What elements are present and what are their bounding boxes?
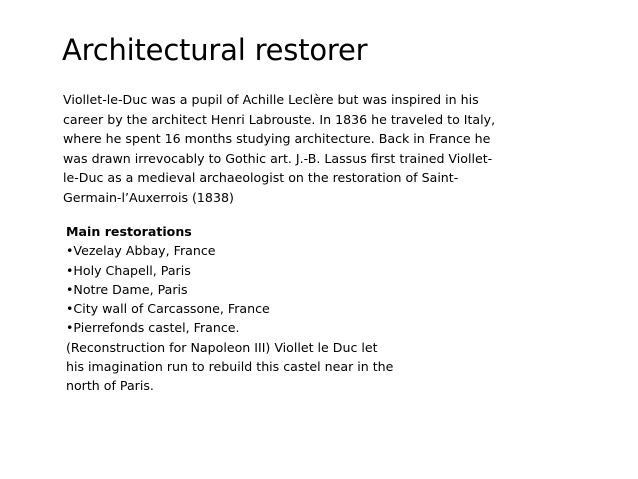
- intro-line: le-Duc as a medieval archaeologist on the restoration of Saint-: [63, 170, 459, 185]
- intro-line: where he spent 16 months studying architecture. Back in France he: [63, 131, 491, 146]
- restoration-note-line: north of Paris.: [66, 378, 154, 394]
- intro-line: Germain-l’Auxerrois (1838): [63, 189, 234, 205]
- intro-line: Viollet-le-Duc was a pupil of Achille Leclère but was inspired in his: [63, 92, 479, 107]
- restoration-note-line: his imagination run to rebuild this castel near in the: [66, 359, 394, 375]
- restoration-note-line: (Reconstruction for Napoleon III) Viollet le Duc let: [66, 339, 378, 355]
- restoration-list-item: •Notre Dame, Paris: [66, 281, 188, 297]
- restoration-list-item: •Pierrefonds castel, France.: [66, 320, 240, 336]
- restoration-list-item: •Holy Chapell, Paris: [66, 262, 191, 278]
- restoration-list-item: •Vezelay Abbay, France: [66, 243, 216, 259]
- intro-line: career by the architect Henri Labrouste. In 1836 he traveled to Italy,: [63, 111, 496, 127]
- intro-line: was drawn irrevocably to Gothic art. J.-B. Lassus first trained Viollet-: [63, 150, 493, 166]
- main-restorations-heading: Main restorations: [66, 224, 192, 239]
- main-restorations-block: [66, 222, 426, 396]
- slide-title: Architectural restorer: [62, 33, 368, 67]
- restoration-list-item: •City wall of Carcassone, France: [66, 301, 270, 317]
- intro-paragraph: [63, 90, 513, 207]
